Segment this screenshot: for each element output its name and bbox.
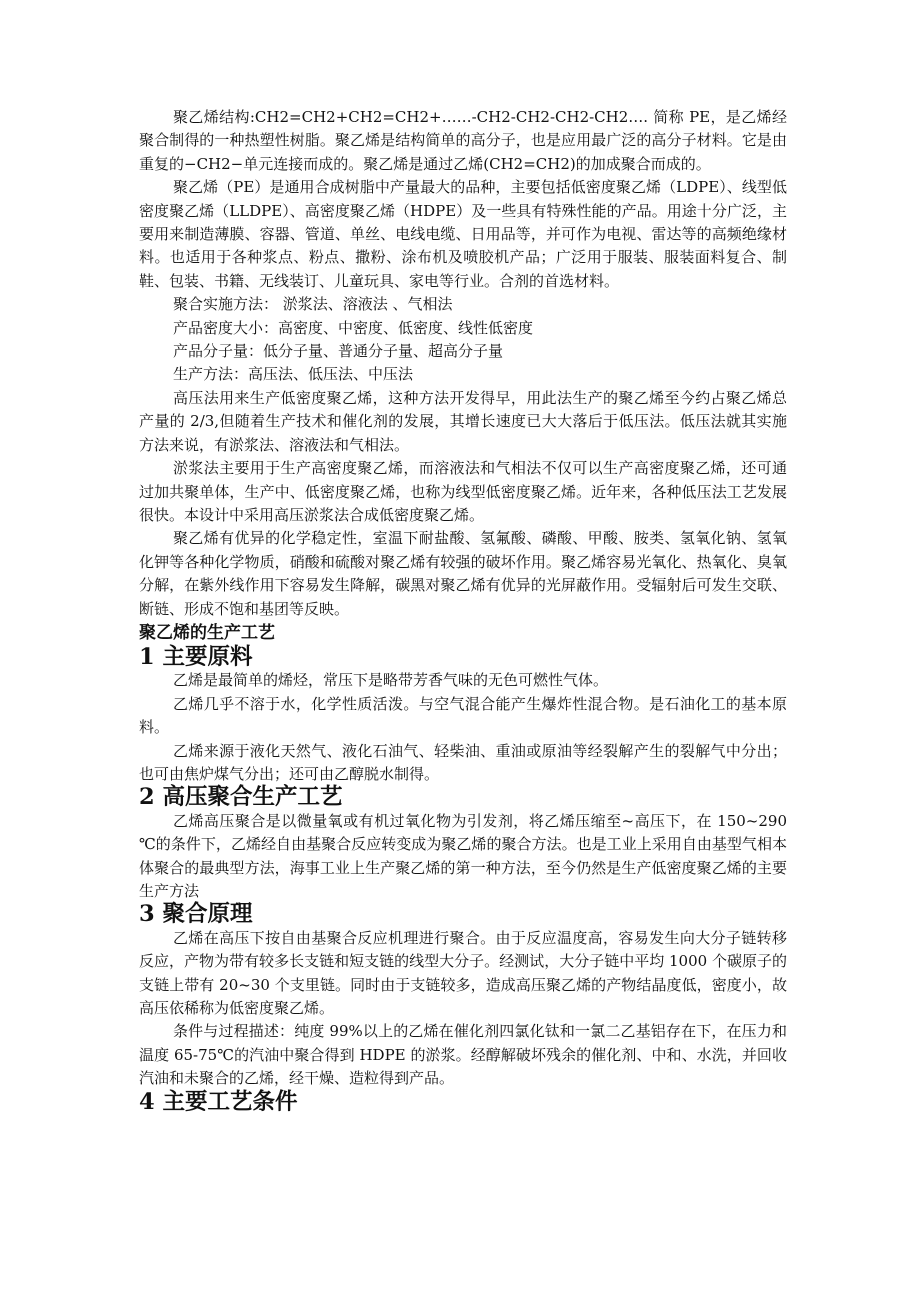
subheading-high-pressure-process: 2 高压聚合生产工艺 (139, 784, 343, 811)
document-body (139, 106, 787, 1114)
paragraph-production-methods: 生产方法：高压法、低压法、中压法 (173, 365, 414, 384)
paragraph-ethylene-source: 乙烯来源于液化天然气、液化石油气、轻柴油、重油或原油等经裂解产生的裂解气中分出；也可由焦炉煤气分出；还可由乙醇脱水制得。 (139, 741, 787, 783)
paragraph-chemical-stability: 聚乙烯有优异的化学稳定性，室温下耐盐酸、氢氟酸、磷酸、甲酸、胺类、氢氧化钠、氢氧化钾等各种化学物质，硝酸和硫酸对聚乙烯有较强的破坏作用。聚乙烯容易光氧化、热氧化、臭氧分解，在紫外线作用下容易发生降解，碳黑对聚乙烯有优异的光屏蔽作用。受辐射后可发生交联、断链、形成不饱和基团等反映。 (139, 529, 787, 618)
section-heading-production: 聚乙烯的生产工艺 (139, 622, 275, 643)
paragraph-pe-types: 聚乙烯（PE）是通用合成树脂中产量最大的品种，主要包括低密度聚乙烯（LDPE）、线型低密度聚乙烯（LLDPE）、高密度聚乙烯（HDPE）及一些具有特殊性能的产品。用途十分广泛，主要用来制造薄膜、容器、管道、单丝、电线电缆、日用品等，并可作为电视、雷达等的高频绝缘材料。也适用于各种浆点、粉点、撒粉、涂布机及喷胶机产品；广泛用于服装、服装面料复合、制鞋、包装、书籍、无线装订、儿童玩具、家电等行业。合剂的首选材料。 (139, 178, 787, 290)
subheading-polymerization-principle: 3 聚合原理 (139, 901, 253, 928)
paragraph-principle: 乙烯在高压下按自由基聚合反应机理进行聚合。由于反应温度高，容易发生向大分子链转移反应，产物为带有较多长支链和短支链的线型大分子。经测试，大分子链中平均 1000 个碳原子的支链上带有 20~30 个支里链。同时由于支链较多，造成高压聚乙烯的产物结晶度低，密度小，故高压依稀称为低密度聚乙烯。 (139, 928, 787, 1018)
paragraph-molecular-weight: 产品分子量：低分子量、普通分子量、超高分子量 (173, 342, 504, 361)
paragraph-slurry: 淤浆法主要用于生产高密度聚乙烯，而溶液法和气相法不仅可以生产高密度聚乙烯，还可通过加共聚单体，生产中、低密度聚乙烯，也称为线型低密度聚乙烯。近年来，各种低压法工艺发展很快。本设计中采用高压淤浆法合成低密度聚乙烯。 (139, 459, 787, 524)
paragraph-ethylene-simple: 乙烯是最简单的烯烃，常压下是略带芳香气味的无色可燃性气体。 (173, 671, 609, 690)
paragraph-polymerization-methods: 聚合实施方法： 淤浆法、溶液法 、气相法 (173, 295, 453, 314)
paragraph-high-pressure-process: 乙烯高压聚合是以微量氧或有机过氧化物为引发剂，将乙烯压缩至~高压下，在 150~290 ℃的条件下，乙烯经自由基聚合反应转变成为聚乙烯的聚合方法。也是工业上采用自由基型气相本体聚合的最典型方法，海事工业上生产聚乙烯的第一种方法，至今仍然是生产低密度聚乙烯的主要生产方法 (139, 811, 787, 900)
paragraph-ethylene-solubility: 乙烯几乎不溶于水，化学性质活泼。与空气混合能产生爆炸性混合物。是石油化工的基本原料。 (139, 694, 787, 737)
subheading-process-conditions: 4 主要工艺条件 (139, 1088, 298, 1115)
paragraph-pe-structure: 聚乙烯结构:CH2=CH2+CH2=CH2+……-CH2-CH2-CH2-CH2…. 简称 PE，是乙烯经聚合制得的一种热塑性树脂。聚乙烯是结构简单的高分子，也是应用最广泛的高分子材料。它是由重复的−CH2−单元连接而成的。聚乙烯是通过乙烯(CH2=CH2)的加成聚合而成的。 (139, 108, 787, 173)
paragraph-density: 产品密度大小：高密度、中密度、低密度、线性低密度 (173, 318, 534, 337)
paragraph-conditions: 条件与过程描述：纯度 99%以上的乙烯在催化剂四氯化钛和一氯二乙基铝存在下，在压力和温度 65-75℃的汽油中聚合得到 HDPE 的淤浆。经醇解破坏残余的催化剂、中和、水洗，并回收汽油和未聚合的乙烯，经干燥、造粒得到产品。 (139, 1022, 787, 1088)
paragraph-high-pressure: 高压法用来生产低密度聚乙烯，这种方法开发得早，用此法生产的聚乙烯至今约占聚乙烯总产量的 2/3,但随着生产技术和催化剂的发展，其增长速度已大大落后于低压法。低压法就其实施方法来说，有淤浆法、溶液法和气相法。 (139, 388, 787, 454)
subheading-raw-materials: 1 主要原料 (139, 643, 253, 670)
